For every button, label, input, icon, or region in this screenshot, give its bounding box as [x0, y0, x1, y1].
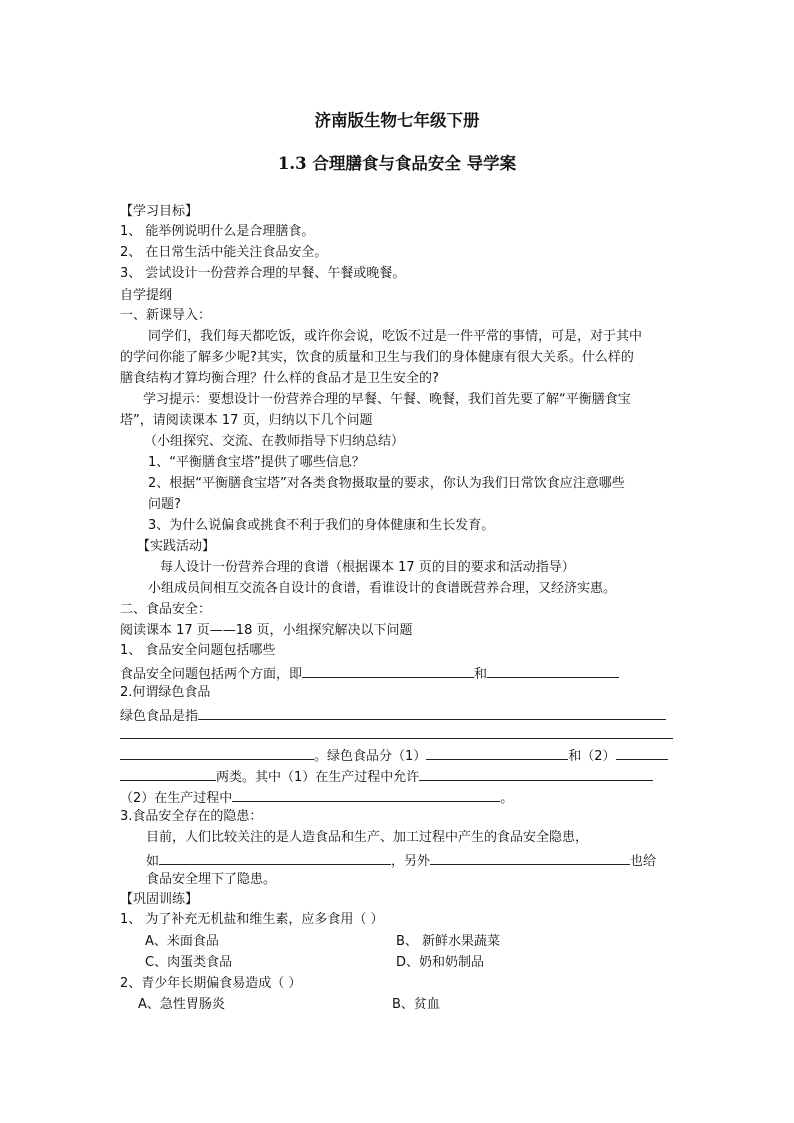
intro-paragraph-line: 膳食结构才算均衡合理？什么样的食品才是卫生安全的? [120, 371, 439, 386]
answer-blank[interactable] [426, 745, 568, 760]
question-item: 问题? [148, 497, 181, 512]
intro-paragraph-line: 的学问你能了解多少呢?其实，饮食的质量和卫生与我们的身体健康有很大关系。什么样的 [120, 350, 634, 365]
question-item: 3、为什么说偏食或挑食不利于我们的身体健康和生长发育。 [148, 518, 495, 533]
fill-in-line: 两类。其中（1）在生产过程中允许 [120, 766, 653, 787]
section2-read-instruction: 阅读课本 17 页——18 页，小组探究解决以下问题 [120, 623, 413, 638]
hazard-paragraph-line: 食品安全埋下了隐患。 [146, 872, 277, 887]
page-title: 济南版生物七年级下册 [314, 111, 480, 130]
objectives-heading: 【学习目标】 [120, 204, 199, 219]
answer-blank[interactable] [487, 663, 619, 678]
objective-item: 3、 尝试设计一份营养合理的早餐、午餐或晚餐。 [120, 266, 406, 281]
question-item: 1、“平衡膳食宝塔”提供了哪些信息？ [148, 455, 365, 470]
answer-option[interactable]: B、贫血 [392, 997, 440, 1012]
answer-blank[interactable] [120, 766, 216, 781]
answer-option[interactable]: D、奶和奶制品 [396, 955, 485, 970]
answer-blank-line[interactable] [120, 738, 673, 739]
answer-blank[interactable] [419, 766, 653, 781]
answer-blank[interactable] [159, 850, 391, 865]
intro-paragraph-line: 同学们，我们每天都吃饭，或许你会说，吃饭不过是一件平常的事情，可是，对于其中 [148, 329, 643, 344]
practice-activity-line: 每人设计一份营养合理的食谱（根据课本 17 页的目的要求和活动指导） [160, 560, 575, 575]
answer-blank[interactable] [198, 705, 666, 720]
answer-option[interactable]: C、肉蛋类食品 [145, 955, 233, 970]
question-item: 2、根据“平衡膳食宝塔”对各类食物摄取量的要求，你认为我们日常饮食应注意哪些 [148, 476, 625, 491]
answer-blank[interactable] [616, 745, 668, 760]
section2-point3-heading: 3.食品安全存在的隐患： [120, 809, 263, 824]
page-subtitle: 1.3 合理膳食与食品安全 导学案 [277, 154, 517, 173]
fill-in-line: 。绿色食品分（1） 和（2） [120, 745, 668, 766]
practice-question: 1、 为了补充无机盐和维生素，应多食用（ ） [120, 912, 384, 927]
answer-blank[interactable] [120, 745, 314, 760]
study-tip-line: （小组探究、交流、在教师指导下归纳总结） [144, 434, 405, 449]
practice-activity-line: 小组成员间相互交流各自设计的食谱，看谁设计的食谱既营养合理，又经济实惠。 [148, 581, 617, 596]
fill-in-line: 绿色食品是指 [120, 705, 666, 726]
section2-point1-heading: 1、 食品安全问题包括哪些 [120, 643, 276, 658]
objective-item: 2、 在日常生活中能关注食品安全。 [120, 245, 328, 260]
answer-option[interactable]: A、米面食品 [145, 934, 219, 949]
practice-activity-heading: 【实践活动】 [137, 539, 216, 554]
fill-in-line: （2）在生产过程中 。 [120, 787, 513, 808]
study-tip-line: 学习提示：要想设计一份营养合理的早餐、午餐、晚餐，我们首先要了解“平衡膳食宝 [143, 392, 631, 407]
objective-item: 1、 能举例说明什么是合理膳食。 [120, 224, 315, 239]
answer-blank[interactable] [430, 850, 630, 865]
section1-heading: 一、新课导入： [120, 308, 212, 323]
fill-in-line: 食品安全问题包括两个方面，即 和 [120, 663, 619, 684]
outline-heading: 自学提纲 [120, 288, 173, 303]
practice-heading: 【巩固训练】 [120, 892, 199, 907]
section2-point2-heading: 2.何谓绿色食品 [120, 685, 211, 700]
study-tip-line: 塔”，请阅读课本 17 页，归纳以下几个问题 [120, 413, 373, 428]
section2-heading: 二、食品安全： [120, 602, 212, 617]
practice-question: 2、青少年长期偏食易造成（ ） [120, 976, 302, 991]
answer-blank[interactable] [302, 663, 474, 678]
fill-in-line: 如 ，另外 也给 [146, 850, 656, 871]
answer-blank[interactable] [232, 787, 500, 802]
hazard-paragraph-line: 目前，人们比较关注的是人造食品和生产、加工过程中产生的食品安全隐患， [146, 830, 589, 845]
answer-option[interactable]: B、 新鲜水果蔬菜 [396, 934, 501, 949]
answer-option[interactable]: A、急性胃肠炎 [138, 997, 225, 1012]
